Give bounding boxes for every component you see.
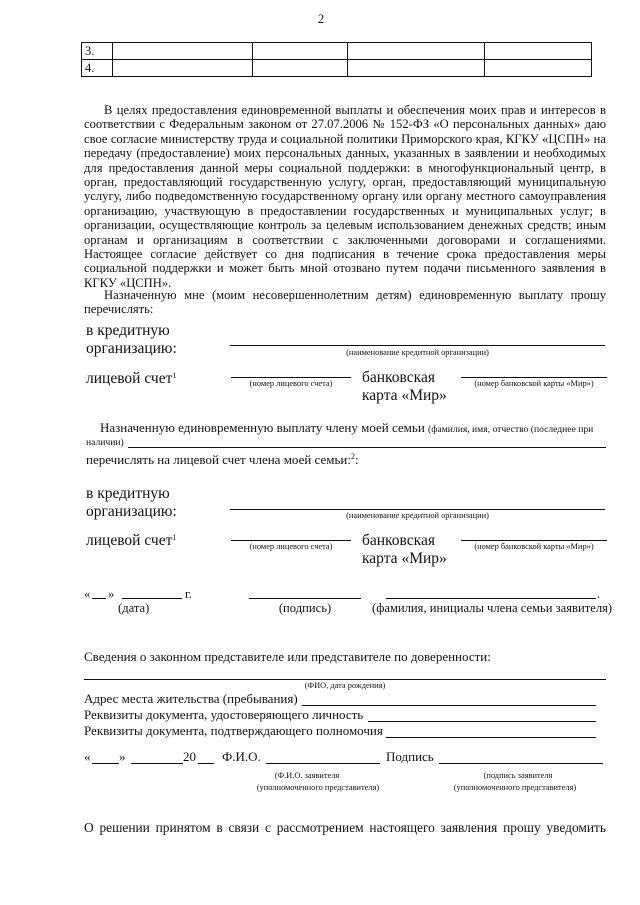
sign-fio-field[interactable]: [266, 763, 380, 764]
credit-org-label: организацию:: [86, 340, 177, 357]
date-day-field[interactable]: [92, 598, 106, 599]
date-quote-open: «: [84, 587, 91, 601]
family-member-name-field[interactable]: [128, 447, 606, 448]
member-name-caption: (фамилия, инициалы члена семьи заявителя): [372, 601, 613, 615]
account-caption: (номер лицевого счета): [249, 379, 333, 388]
address-label: Адрес места жительства (пребывания): [84, 691, 298, 706]
account-number-field[interactable]: [231, 540, 351, 541]
account-label: [86, 532, 176, 550]
table-cell: [348, 43, 485, 60]
representative-fio-caption: (ФИО, дата рождения): [304, 681, 386, 690]
signature-field[interactable]: [249, 598, 361, 599]
representative-fio-field[interactable]: [84, 679, 606, 680]
sign-date-quote-open: «: [84, 749, 91, 764]
table-cell: [485, 60, 592, 77]
table-cell: [348, 60, 485, 77]
account-number-field[interactable]: [231, 377, 351, 378]
member-name-field[interactable]: [386, 598, 596, 599]
credit-org-caption: (наименование кредитной организации): [346, 348, 489, 357]
family-member-text: [100, 421, 593, 435]
footnote-marker: 1: [172, 371, 177, 380]
table-row: [82, 43, 592, 60]
card-label: банковская: [362, 369, 435, 386]
table-cell: [485, 43, 592, 60]
card-number-field[interactable]: [461, 377, 607, 378]
credit-org-caption: (наименование кредитной организации): [346, 511, 489, 520]
card-label: банковская: [362, 532, 435, 549]
sign-signature-caption: (подпись заявителя: [483, 771, 553, 780]
card-number-field[interactable]: [461, 540, 607, 541]
credit-org-label: организацию:: [86, 503, 177, 520]
sign-month-field[interactable]: [131, 763, 183, 764]
account-label: [86, 370, 176, 388]
credit-org-field[interactable]: [230, 509, 605, 510]
family-account-text: [86, 453, 359, 467]
sign-signature-label: Подпись: [386, 749, 434, 764]
sign-fio-caption: (уполномоченного представителя): [256, 783, 380, 792]
decision-notification-text: О решении принятом в связи с рассмотрением настоящего заявления прошу уведомить: [84, 820, 606, 835]
date-month-year-field[interactable]: [122, 598, 182, 599]
footnote-marker: 2: [350, 452, 355, 461]
sign-year-prefix: 20: [183, 749, 196, 764]
table-cell: [253, 43, 348, 60]
table-cell-number: 3.: [82, 43, 113, 60]
date-year-suffix: г.: [185, 587, 192, 601]
table-cell: [113, 60, 253, 77]
family-account-label: перечислять на лицевой счет члена моей семьи:: [86, 452, 351, 467]
card-label: карта «Мир»: [362, 387, 447, 404]
table-row: [82, 60, 592, 77]
sign-signature-caption: (уполномоченного представителя): [453, 783, 577, 792]
sign-year-field[interactable]: [198, 763, 214, 764]
table-cell: [113, 43, 253, 60]
address-field[interactable]: [302, 705, 596, 706]
card-caption: (номер банковской карты «Мир»): [474, 379, 594, 388]
family-member-note: наличии): [86, 437, 124, 448]
sign-signature-field[interactable]: [439, 763, 603, 764]
account-label-text: лицевой счет: [86, 532, 173, 549]
consent-paragraph: В целях предоставления единовременной выплаты и обеспечения моих прав и интересов в соответствии с Федеральным законом от 27.07.2006 № 152-ФЗ «О персональных данных» даю свое согласие министерству труда и социальной политики Приморского края, КГКУ «ЦСПН» на передачу (предоставление) моих персональных данных, указанных в заявлении и необходимых для предоставления данной меры социальной поддержки: в многофункциональный центр, в орган, предоставляющий государственную услугу, орган, предоставляющий муниципальную услугу, либо подведомственную государственному органу или органу местного самоуправления организацию, участвующую в предоставлении государственных и муниципальных услуг; в организации, осуществляющие контроль за целевым использованием денежных средств; иным органам и организациям в соответствии с заключенными договорами и соглашениями. Настоящее согласие действует со дня подписания в течение срока предоставления меры социальной поддержки и может быть мной отозвано путем подачи письменного заявления в КГКУ «ЦСПН».: [84, 103, 606, 290]
date-row-period: .: [597, 587, 601, 601]
footnote-marker: 1: [172, 533, 177, 542]
date-quote-close: »: [108, 587, 115, 601]
authority-document-field[interactable]: [386, 737, 596, 738]
continuation-table: [81, 42, 592, 77]
family-member-label: Назначенную единовременную выплату члену моей семьи: [100, 420, 425, 435]
account-label-text: лицевой счет: [86, 370, 173, 387]
credit-org-label: в кредитную: [86, 485, 170, 502]
family-account-colon: :: [354, 452, 359, 467]
credit-org-label: в кредитную: [86, 322, 170, 339]
sign-fio-caption: (Ф.И.О. заявителя: [274, 771, 340, 780]
table-cell-number: 4.: [82, 60, 113, 77]
family-member-note: (фамилия, имя, отчество (последнее при: [428, 424, 594, 435]
representative-heading: Сведения о законном представителе или представителе по доверенности:: [84, 649, 491, 664]
signature-caption: (подпись): [278, 601, 332, 615]
id-document-field[interactable]: [368, 721, 596, 722]
date-caption: (дата): [118, 601, 150, 615]
sign-fio-label: Ф.И.О.: [222, 749, 261, 764]
table-cell: [253, 60, 348, 77]
card-label: карта «Мир»: [362, 550, 447, 567]
sign-date-quote-close: »: [119, 749, 126, 764]
page-number: 2: [317, 12, 325, 26]
transfer-paragraph: Назначенную мне (моим несовершеннолетним детям) единовременную выплату прошу перечислять:: [84, 288, 606, 317]
authority-document-label: Реквизиты документа, подтверждающего полномочия: [84, 723, 383, 738]
card-caption: (номер банковской карты «Мир»): [474, 542, 594, 551]
credit-org-field[interactable]: [230, 345, 605, 346]
id-document-label: Реквизиты документа, удостоверяющего личность: [84, 707, 364, 722]
sign-day-field[interactable]: [92, 763, 119, 764]
account-caption: (номер лицевого счета): [249, 542, 333, 551]
